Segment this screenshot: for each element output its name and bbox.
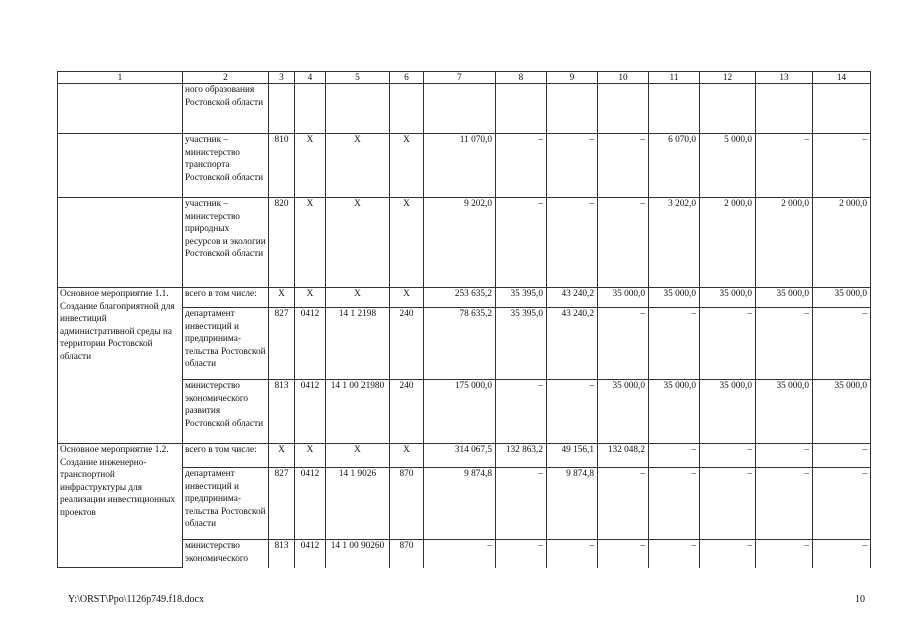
value-cell: 35 000,0 bbox=[598, 288, 649, 308]
column-header-5: 5 bbox=[326, 72, 390, 84]
value-cell: 820 bbox=[269, 198, 295, 288]
value-cell: – bbox=[598, 308, 649, 380]
value-cell bbox=[424, 84, 496, 134]
value-cell: – bbox=[756, 468, 813, 540]
value-cell: 35 000,0 bbox=[756, 288, 813, 308]
value-cell: 314 067,5 bbox=[424, 444, 496, 468]
column-header-8: 8 bbox=[496, 72, 547, 84]
empty-cell bbox=[58, 198, 183, 288]
value-cell: – bbox=[813, 134, 871, 198]
value-cell: 35 000,0 bbox=[813, 380, 871, 444]
value-cell: 870 bbox=[390, 540, 424, 568]
value-cell: – bbox=[598, 468, 649, 540]
value-cell bbox=[649, 84, 700, 134]
column-header-12: 12 bbox=[700, 72, 756, 84]
value-cell: 6 070,0 bbox=[649, 134, 700, 198]
value-cell: – bbox=[547, 198, 598, 288]
value-cell: 35 395,0 bbox=[496, 288, 547, 308]
value-cell: – bbox=[756, 540, 813, 568]
value-cell: Х bbox=[326, 444, 390, 468]
value-cell: Х bbox=[295, 444, 326, 468]
value-cell: 11 070,0 bbox=[424, 134, 496, 198]
value-cell: 2 000,0 bbox=[756, 198, 813, 288]
value-cell: 43 240,2 bbox=[547, 288, 598, 308]
value-cell: 35 000,0 bbox=[700, 288, 756, 308]
value-cell bbox=[295, 84, 326, 134]
column-header-11: 11 bbox=[649, 72, 700, 84]
value-cell: 49 156,1 bbox=[547, 444, 598, 468]
participant-cell: департамент инвестиций и предпринима-тельства Ростовской области bbox=[183, 468, 269, 540]
column-header-13: 13 bbox=[756, 72, 813, 84]
value-cell: 240 bbox=[390, 380, 424, 444]
value-cell bbox=[598, 84, 649, 134]
value-cell: 2 000,0 bbox=[813, 198, 871, 288]
column-header-4: 4 bbox=[295, 72, 326, 84]
column-header-1: 1 bbox=[58, 72, 183, 84]
value-cell: 35 000,0 bbox=[649, 380, 700, 444]
table-row bbox=[58, 444, 871, 468]
value-cell: 9 202,0 bbox=[424, 198, 496, 288]
value-cell bbox=[269, 84, 295, 134]
value-cell: 78 635,2 bbox=[424, 308, 496, 380]
value-cell: Х bbox=[326, 134, 390, 198]
value-cell: 240 bbox=[390, 308, 424, 380]
value-cell: – bbox=[547, 540, 598, 568]
value-cell: 813 bbox=[269, 380, 295, 444]
value-cell: – bbox=[700, 540, 756, 568]
value-cell: – bbox=[598, 540, 649, 568]
value-cell: – bbox=[813, 308, 871, 380]
value-cell: 14 1 9026 bbox=[326, 468, 390, 540]
value-cell: Х bbox=[269, 288, 295, 308]
value-cell bbox=[326, 84, 390, 134]
value-cell: 35 395,0 bbox=[496, 308, 547, 380]
value-cell: – bbox=[700, 308, 756, 380]
value-cell: 35 000,0 bbox=[700, 380, 756, 444]
participant-cell: министерство экономического развития Ростовской области bbox=[183, 380, 269, 444]
table-row bbox=[58, 198, 871, 288]
value-cell: 35 000,0 bbox=[813, 288, 871, 308]
participant-cell: всего в том числе: bbox=[183, 444, 269, 468]
value-cell: – bbox=[598, 198, 649, 288]
value-cell: Х bbox=[295, 134, 326, 198]
value-cell: – bbox=[756, 308, 813, 380]
value-cell: – bbox=[496, 198, 547, 288]
budget-table bbox=[57, 71, 871, 568]
column-header-9: 9 bbox=[547, 72, 598, 84]
value-cell: – bbox=[700, 468, 756, 540]
value-cell: – bbox=[700, 444, 756, 468]
value-cell bbox=[547, 84, 598, 134]
empty-cell bbox=[58, 134, 183, 198]
value-cell: 813 bbox=[269, 540, 295, 568]
value-cell: 810 bbox=[269, 134, 295, 198]
value-cell: – bbox=[649, 308, 700, 380]
value-cell: 5 000,0 bbox=[700, 134, 756, 198]
value-cell: 35 000,0 bbox=[649, 288, 700, 308]
value-cell: 14 1 00 21980 bbox=[326, 380, 390, 444]
value-cell bbox=[813, 84, 871, 134]
value-cell: 35 000,0 bbox=[598, 380, 649, 444]
value-cell: – bbox=[649, 444, 700, 468]
value-cell: – bbox=[649, 540, 700, 568]
value-cell: 43 240,2 bbox=[547, 308, 598, 380]
column-header-2: 2 bbox=[183, 72, 269, 84]
participant-cell: участник – министерство природных ресурсов и экологии Ростовской области bbox=[183, 198, 269, 288]
value-cell: 35 000,0 bbox=[756, 380, 813, 444]
value-cell: 3 202,0 bbox=[649, 198, 700, 288]
value-cell: – bbox=[424, 540, 496, 568]
value-cell: Х bbox=[326, 288, 390, 308]
value-cell: 827 bbox=[269, 308, 295, 380]
value-cell: – bbox=[756, 444, 813, 468]
value-cell: 0412 bbox=[295, 540, 326, 568]
measure-name-cell: Основное мероприятие 1.1. Создание благоприятной для инвестиций административной среды на территории Ростовской области bbox=[58, 288, 183, 444]
participant-cell: участник – министерство транспорта Ростовской области bbox=[183, 134, 269, 198]
column-header-6: 6 bbox=[390, 72, 424, 84]
value-cell: 9 874,8 bbox=[547, 468, 598, 540]
value-cell: – bbox=[496, 468, 547, 540]
value-cell: – bbox=[496, 540, 547, 568]
file-path: Y:\ORST\Ppo\1126p749.f18.docx bbox=[68, 594, 204, 605]
empty-cell bbox=[58, 84, 183, 134]
value-cell: 0412 bbox=[295, 468, 326, 540]
value-cell: 14 1 00 90260 bbox=[326, 540, 390, 568]
value-cell: – bbox=[813, 540, 871, 568]
value-cell: 14 1 2198 bbox=[326, 308, 390, 380]
header-row bbox=[58, 72, 871, 84]
value-cell: 2 000,0 bbox=[700, 198, 756, 288]
participant-cell: всего в том числе: bbox=[183, 288, 269, 308]
value-cell: 253 635,2 bbox=[424, 288, 496, 308]
value-cell bbox=[700, 84, 756, 134]
page-number: 10 bbox=[855, 594, 865, 605]
value-cell: Х bbox=[390, 288, 424, 308]
value-cell: – bbox=[547, 134, 598, 198]
value-cell: 870 bbox=[390, 468, 424, 540]
column-header-14: 14 bbox=[813, 72, 871, 84]
value-cell: – bbox=[547, 380, 598, 444]
value-cell: Х bbox=[390, 134, 424, 198]
value-cell: Х bbox=[390, 444, 424, 468]
value-cell: Х bbox=[295, 288, 326, 308]
column-header-7: 7 bbox=[424, 72, 496, 84]
value-cell bbox=[496, 84, 547, 134]
value-cell: – bbox=[598, 134, 649, 198]
value-cell: – bbox=[496, 134, 547, 198]
table-row bbox=[58, 288, 871, 308]
value-cell: Х bbox=[295, 198, 326, 288]
value-cell: 0412 bbox=[295, 380, 326, 444]
table-row bbox=[58, 134, 871, 198]
value-cell: 132 863,2 bbox=[496, 444, 547, 468]
value-cell: Х bbox=[326, 198, 390, 288]
value-cell: 132 048,2 bbox=[598, 444, 649, 468]
measure-name-cell: Основное мероприятие 1.2. Создание инженерно-транспортной инфраструктуры для реализации инвестиционных проектов bbox=[58, 444, 183, 568]
value-cell: – bbox=[496, 380, 547, 444]
value-cell: 9 874,8 bbox=[424, 468, 496, 540]
participant-cell: министерство экономического bbox=[183, 540, 269, 568]
value-cell: – bbox=[649, 468, 700, 540]
value-cell: 175 000,0 bbox=[424, 380, 496, 444]
value-cell: – bbox=[813, 468, 871, 540]
table-row bbox=[58, 84, 871, 134]
participant-cell: департамент инвестиций и предпринима-тельства Ростовской области bbox=[183, 308, 269, 380]
value-cell: Х bbox=[269, 444, 295, 468]
value-cell: 827 bbox=[269, 468, 295, 540]
participant-cell: ного образования Ростовской области bbox=[183, 84, 269, 134]
value-cell: – bbox=[813, 444, 871, 468]
value-cell: 0412 bbox=[295, 308, 326, 380]
column-header-10: 10 bbox=[598, 72, 649, 84]
value-cell bbox=[756, 84, 813, 134]
value-cell: Х bbox=[390, 198, 424, 288]
value-cell bbox=[390, 84, 424, 134]
value-cell: – bbox=[756, 134, 813, 198]
column-header-3: 3 bbox=[269, 72, 295, 84]
